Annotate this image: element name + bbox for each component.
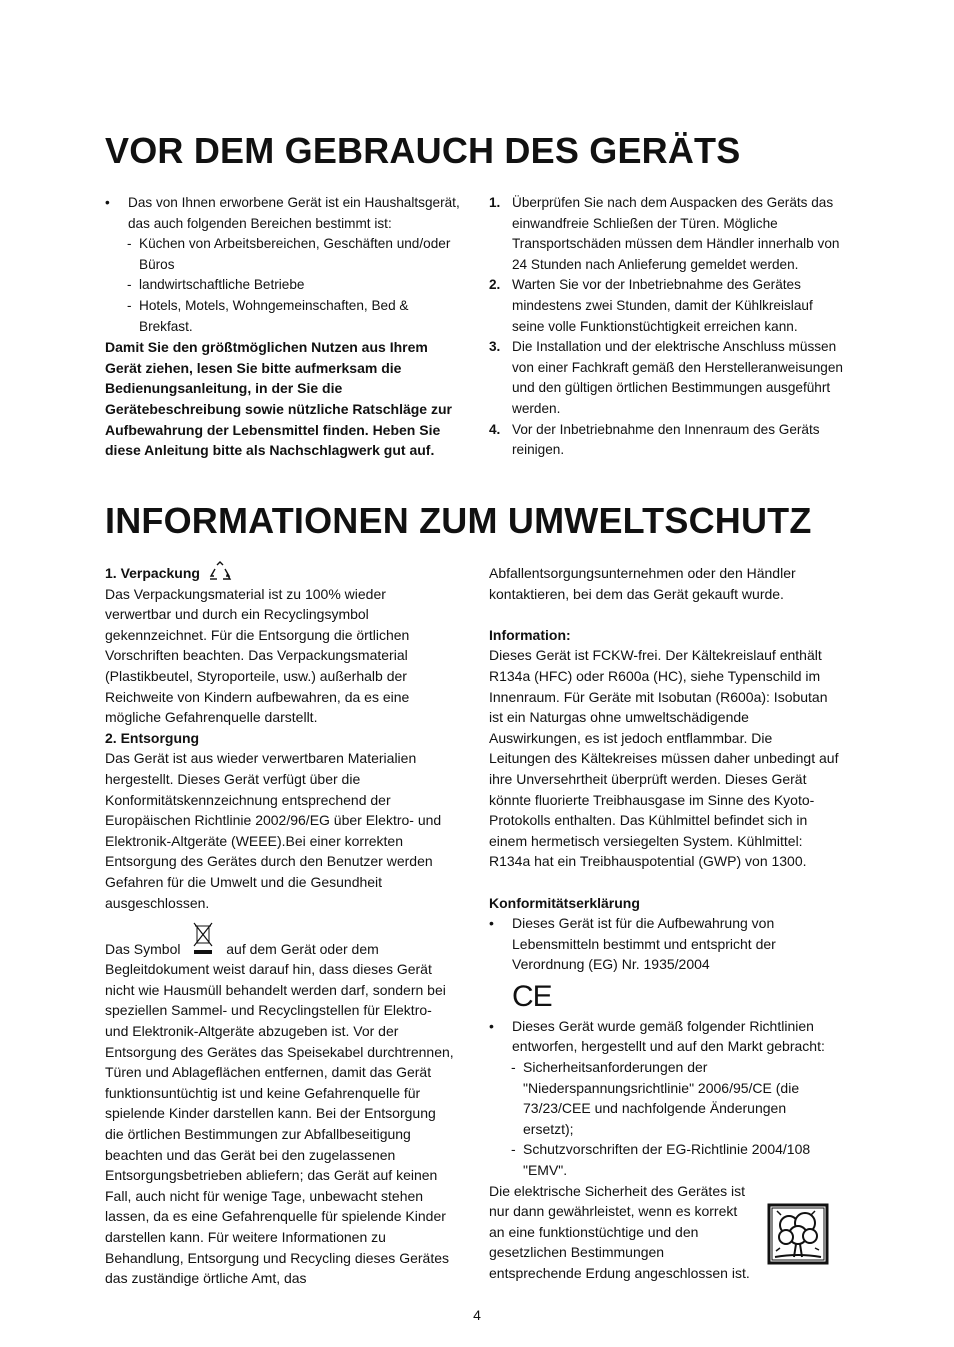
verpackung-heading: 1. Verpackung xyxy=(105,565,200,581)
recycle-icon xyxy=(207,561,233,583)
section-title-environment: INFORMATIONEN ZUM UMWELTSCHUTZ xyxy=(105,500,812,541)
section-title-before-use: VOR DEM GEBRAUCH DES GERÄTS xyxy=(105,130,741,171)
list-item: - Hotels, Motels, Wohngemeinschaften, Bed & xyxy=(127,297,409,313)
numbered-item-1: 1. Überprüfen Sie nach dem Auspacken des Geräts das xyxy=(489,195,834,210)
information-heading: Information: xyxy=(489,626,571,643)
numbered-item-2: 2. Warten Sie vor der Inbetriebnahme des Gerätes xyxy=(489,277,801,293)
bullet: • xyxy=(105,195,110,210)
entsorgung-heading: 2. Entsorgung xyxy=(105,729,200,746)
list-item: - Küchen von Arbeitsbereichen, Geschäften und/oder xyxy=(127,236,451,252)
konformitaet-heading: Konformitätserklärung xyxy=(489,894,640,911)
numbered-item-4: 4. Vor der Inbetriebnahme den Innenraum des Geräts xyxy=(489,421,820,437)
page-number: 4 xyxy=(473,1307,481,1323)
list-item: - Schutzvorschriften der EG-Richtlinie 2004/108 xyxy=(511,1141,811,1158)
tree-environment-icon xyxy=(767,1203,829,1265)
weee-bin-icon xyxy=(188,921,218,957)
ce-mark-icon: CE xyxy=(512,979,552,1013)
list-item: • Dieses Gerät ist für die Aufbewahrung von xyxy=(489,915,775,932)
list-item: - Sicherheitsanforderungen der xyxy=(511,1059,708,1076)
before-use-left-column: • Das von Ihnen erworbene Gerät ist ein Haushaltsgerät, das auch folgenden Bereichen bestimmt ist: - Küchen von Arbeitsbereichen, Geschäften und/oder Büros - landwirtschaftliche Betriebe - Hotels, Motels, Wohngemeinschaften, Bed & Brekfast. Damit Sie den größtmöglichen Nutzen aus Ihrem Gerät ziehen, lesen Sie bitte aufmerksam die Bedienungsanleitung, in der Sie die Gerätebeschreibung sowie nützliche Ratschläge zur Aufbewahrung der Lebensmittel finden. Heben Sie diese Anleitung bitte als Nachschlagwerk gut auf. xyxy=(105,193,475,461)
numbered-item-3: 3. Die Installation und der elektrische Anschluss müssen xyxy=(489,339,837,355)
list-item: • Dieses Gerät wurde gemäß folgender Richtlinien xyxy=(489,1017,814,1034)
list-item: - landwirtschaftliche Betriebe xyxy=(127,277,305,293)
environment-left-column: 1. Verpackung Das Verpackungsmaterial ist zu 100% wieder verwertbar und durch ein Recyclingsymbol gekennzeichnet. Für die Entsorgung die örtlichen Vorschriften beachten. Das Verpackungsmaterial (Plastikbeutel, Styroporteile, usw.) außerhalb der Reichweite von Kindern aufbewahren, da es eine mögliche Gefahrenquelle darstellt. 2. Entsorgung Das Gerät ist aus wieder verwertbaren Materialien hergestellt. Dieses Gerät verfügt über die Konformitätskennzeichnung entsprechend der Europäischen Richtlinie 2002/96/EG über Elektro- und Elektronik-Altgeräte (WEEE).Bei einer korrekten Entsorgung des Gerätes durch den Benutzer werden Gefahren für die Umwelt und die Gesundheit ausgeschlossen. Das Symbol auf dem Gerät oder dem Begleitdokument weist darauf hin, dass dieses Gerät nicht wie Hausmüll behandelt werden darf, sondern bei speziellen Sammel- und Recyclingstellen für Elektro- und Elektronik-Altgeräte abzugeben ist. Vor der Entsorgung des Gerätes das Speisekabel durchtrennen, Türen und Ablageflächen entfernen, damit das Gerät funktionsuntüchtig ist und keine Gefahrenquelle für spielende Kinder darstellen kann. Bei der Entsorgung die örtlichen Bestimmungen zur Abfallbeseitigung beachten und das Gerät bei den zugelassenen Entsorgungsbetrieben abliefern; das Gerät auf keinen Fall, auch nicht für wenige Tage, unbewacht stehen lassen, da es eine Gefahrenquelle für spielende Kinder darstellen kann. Für weitere Informationen zu Behandlung, Entsorgung und Recycling dieses Gerätes das zuständige örtliche Amt, das xyxy=(105,563,470,1289)
before-use-right-column: 1. Überprüfen Sie nach dem Auspacken des Geräts das einwandfreie Schließen der Türen. Mögliche Transportschäden müssen dem Händler innerhalb von 24 Stunden nach Anlieferung gemeldet werden. 2. Warten Sie vor der Inbetriebnahme des Gerätes mindestens zwei Stunden, damit der Kühlkreislauf seine volle Funktionstüchtigkeit erreichen kann. 3. Die Installation und der elektrische Anschluss müssen von einer Fachkraft gemäß den Herstelleranweisungen und den gültigen örtlichen Bestimmungen ausgeführt werden. 4. Vor der Inbetriebnahme den Innenraum des Geräts reinigen. xyxy=(489,193,859,461)
environment-right-column: Abfallentsorgungsunternehmen oder den Händler kontaktieren, bei dem das Gerät gekauft wurde. Information: Dieses Gerät ist FCKW-frei. Der Kältekreislauf enthält R134a (HFC) oder R600a (HC), siehe Typenschild im Innenraum. Für Geräte mit Isobutan (R600a): Isobutan ist ein Naturgas ohne umweltschädigende Auswirkungen, es ist jedoch entflammbar. Die Leitungen des Kältekreises müssen daher unbedingt auf ihre Unversehrtheit überprüft werden. Dieses Gerät könnte fluorierte Treibhausgase im Sinne des Kyoto- Protokolls enthalten. Das Kühlmittel befindet sich in einem hermetisch versiegelten System. Kühlmittel: R134a hat ein Treibhauspotential (GWP) von 1300. Konformitätserklärung • Dieses Gerät ist für die Aufbewahrung von Lebensmitteln bestimmt und entspricht der Verordnung (EG) Nr. 1935/2004 CE • Dieses Gerät wurde gemäß folgender Richtlinien entworfen, hergestellt und auf den Markt gebracht: - Sicherheitsanforderungen der "Niederspannungsrichtlinie" 2006/95/CE (die 73/23/CEE und nachfolgende Änderungen ersetzt); - Schutzvorschriften der EG-Richtlinie 2004/108 "EMV". Die elektrische Sicherheit des Gerätes ist nur dann gewährleistet, wenn es korrekt an eine funktionstüchtige und den gesetzlichen Bestimmungen entsprechende Erdung angeschlossen ist. xyxy=(489,563,859,1284)
